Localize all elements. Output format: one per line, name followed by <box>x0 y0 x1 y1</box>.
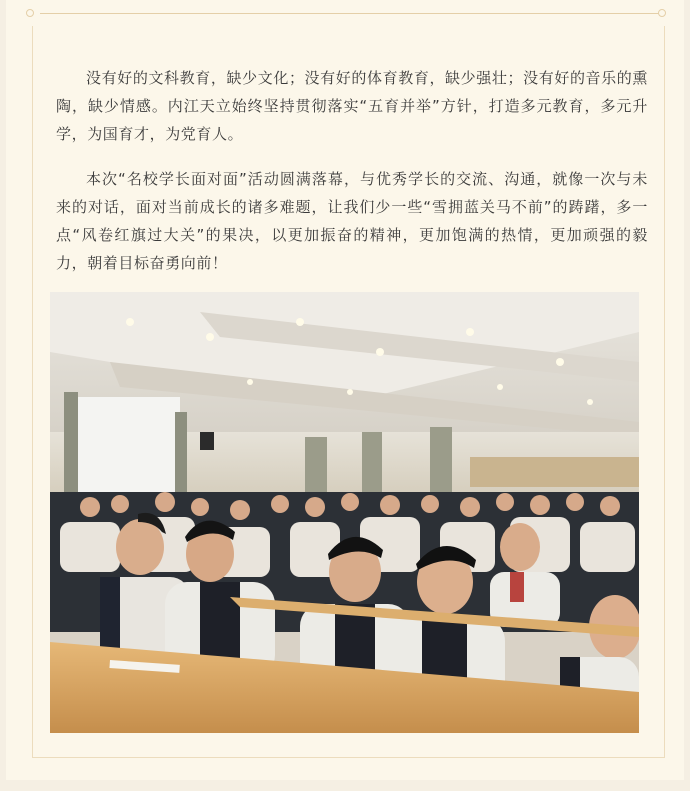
lecture-hall-photo <box>50 292 639 733</box>
right-border <box>664 26 665 757</box>
lecture-hall-illustration <box>50 292 639 733</box>
paragraph-2: 本次“名校学长面对面”活动圆满落幕，与优秀学长的交流、沟通，就像一次与未来的对话，面对当前成长的诸多难题，让我们少一些“雪拥蓝关马不前”的踌躇，多一点“风卷红旗过大关”的果决，以更加振奋的精神，更加饱满的热情，更加顽强的毅力，朝着目标奋勇向前！ <box>56 170 648 272</box>
article-body <box>56 64 648 294</box>
paragraph-1: 没有好的文科教育，缺少文化；没有好的体育教育，缺少强壮；没有好的音乐的熏陶，缺少情感。内江天立始终坚持贯彻落实“五育并举”方针，打造多元教育，多元升学，为国育才，为党育人。 <box>56 69 648 143</box>
bottom-border <box>32 757 665 758</box>
article-page <box>6 0 684 780</box>
left-border <box>32 26 33 757</box>
top-divider <box>40 13 660 14</box>
left-ornament-dot <box>26 9 34 17</box>
right-ornament-dot <box>658 9 666 17</box>
